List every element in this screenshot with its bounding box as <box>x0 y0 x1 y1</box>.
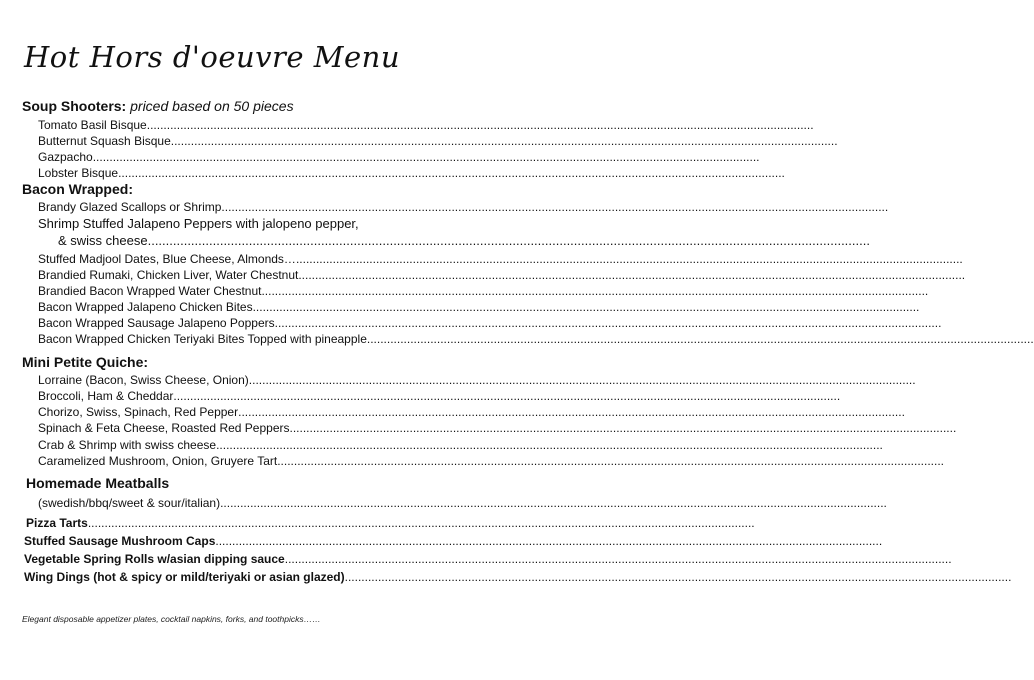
menu-item: Brandy Glazed Scallops or Shrimp........................................................................................................................................................................................................ <box>38 200 889 214</box>
menu-item: Caramelized Mushroom, Onion, Gruyere Tart........................................................................................................................................................................................................ <box>38 454 944 468</box>
menu-item: Bacon Wrapped Sausage Jalapeno Poppers........................................................................................................................................................................................................ <box>38 316 942 330</box>
menu-item: Wing Dings (hot & spicy or mild/teriyaki or asian glazed)........................................................................................................................................................................................................ <box>24 570 1012 584</box>
menu-item: Brandied Bacon Wrapped Water Chestnut........................................................................................................................................................................................................ <box>38 284 929 298</box>
menu-item: Vegetable Spring Rolls w/asian dipping sauce........................................................................................................................................................................................................ <box>24 552 952 566</box>
menu-item: Stuffed Sausage Mushroom Caps........................................................................................................................................................................................................ <box>24 534 883 548</box>
menu-item: Spinach & Feta Cheese, Roasted Red Peppers........................................................................................................................................................................................................ <box>38 421 957 435</box>
menu-item: Broccoli, Ham & Cheddar........................................................................................................................................................................................................ <box>38 389 841 403</box>
menu-item: Crab & Shrimp with swiss cheese........................................................................................................................................................................................................ <box>38 438 883 452</box>
section-heading-soup <box>22 98 294 115</box>
menu-item: Chorizo, Swiss, Spinach, Red Pepper........................................................................................................................................................................................................ <box>38 405 905 419</box>
menu-item: Stuffed Madjool Dates, Blue Cheese, Almonds…........................................................................................................................................................................................................ <box>38 252 963 266</box>
menu-item: Lorraine (Bacon, Swiss Cheese, Onion)........................................................................................................................................................................................................ <box>38 373 916 387</box>
menu-item: Pizza Tarts........................................................................................................................................................................................................ <box>26 516 755 530</box>
soup-note: priced based on 50 pieces <box>130 98 294 114</box>
section-heading-meatballs: Homemade Meatballs <box>26 475 170 491</box>
menu-item: Bacon Wrapped Jalapeno Chicken Bites........................................................................................................................................................................................................ <box>38 300 920 314</box>
soup-heading: Soup Shooters: <box>22 98 127 114</box>
menu-item: Shrimp Stuffed Jalapeno Peppers with jalopeno pepper, <box>38 216 359 231</box>
section-heading-bacon: Bacon Wrapped: <box>22 181 133 197</box>
menu-item: Gazpacho........................................................................................................................................................................................................ <box>38 150 760 164</box>
menu-item: Tomato Basil Bisque........................................................................................................................................................................................................ <box>38 118 814 132</box>
menu-item: Bacon Wrapped Chicken Teriyaki Bites Topped with pineapple........................................................................................................................................................................................................ <box>38 332 1034 346</box>
menu-item: & swiss cheese........................................................................................................................................................................................................ <box>58 233 870 248</box>
menu-item: (swedish/bbq/sweet & sour/italian)........................................................................................................................................................................................................ <box>38 496 887 510</box>
menu-item: Brandied Rumaki, Chicken Liver, Water Chestnut........................................................................................................................................................................................................ <box>38 268 966 282</box>
section-heading-quiche: Mini Petite Quiche: <box>22 354 149 370</box>
menu-item: Butternut Squash Bisque........................................................................................................................................................................................................ <box>38 134 838 148</box>
menu-item: Lobster Bisque........................................................................................................................................................................................................ <box>38 166 785 180</box>
footer-note: Elegant disposable appetizer plates, cocktail napkins, forks, and toothpicks…… <box>22 614 321 624</box>
menu-title: Hot Hors d'oeuvre Menu <box>24 40 401 74</box>
